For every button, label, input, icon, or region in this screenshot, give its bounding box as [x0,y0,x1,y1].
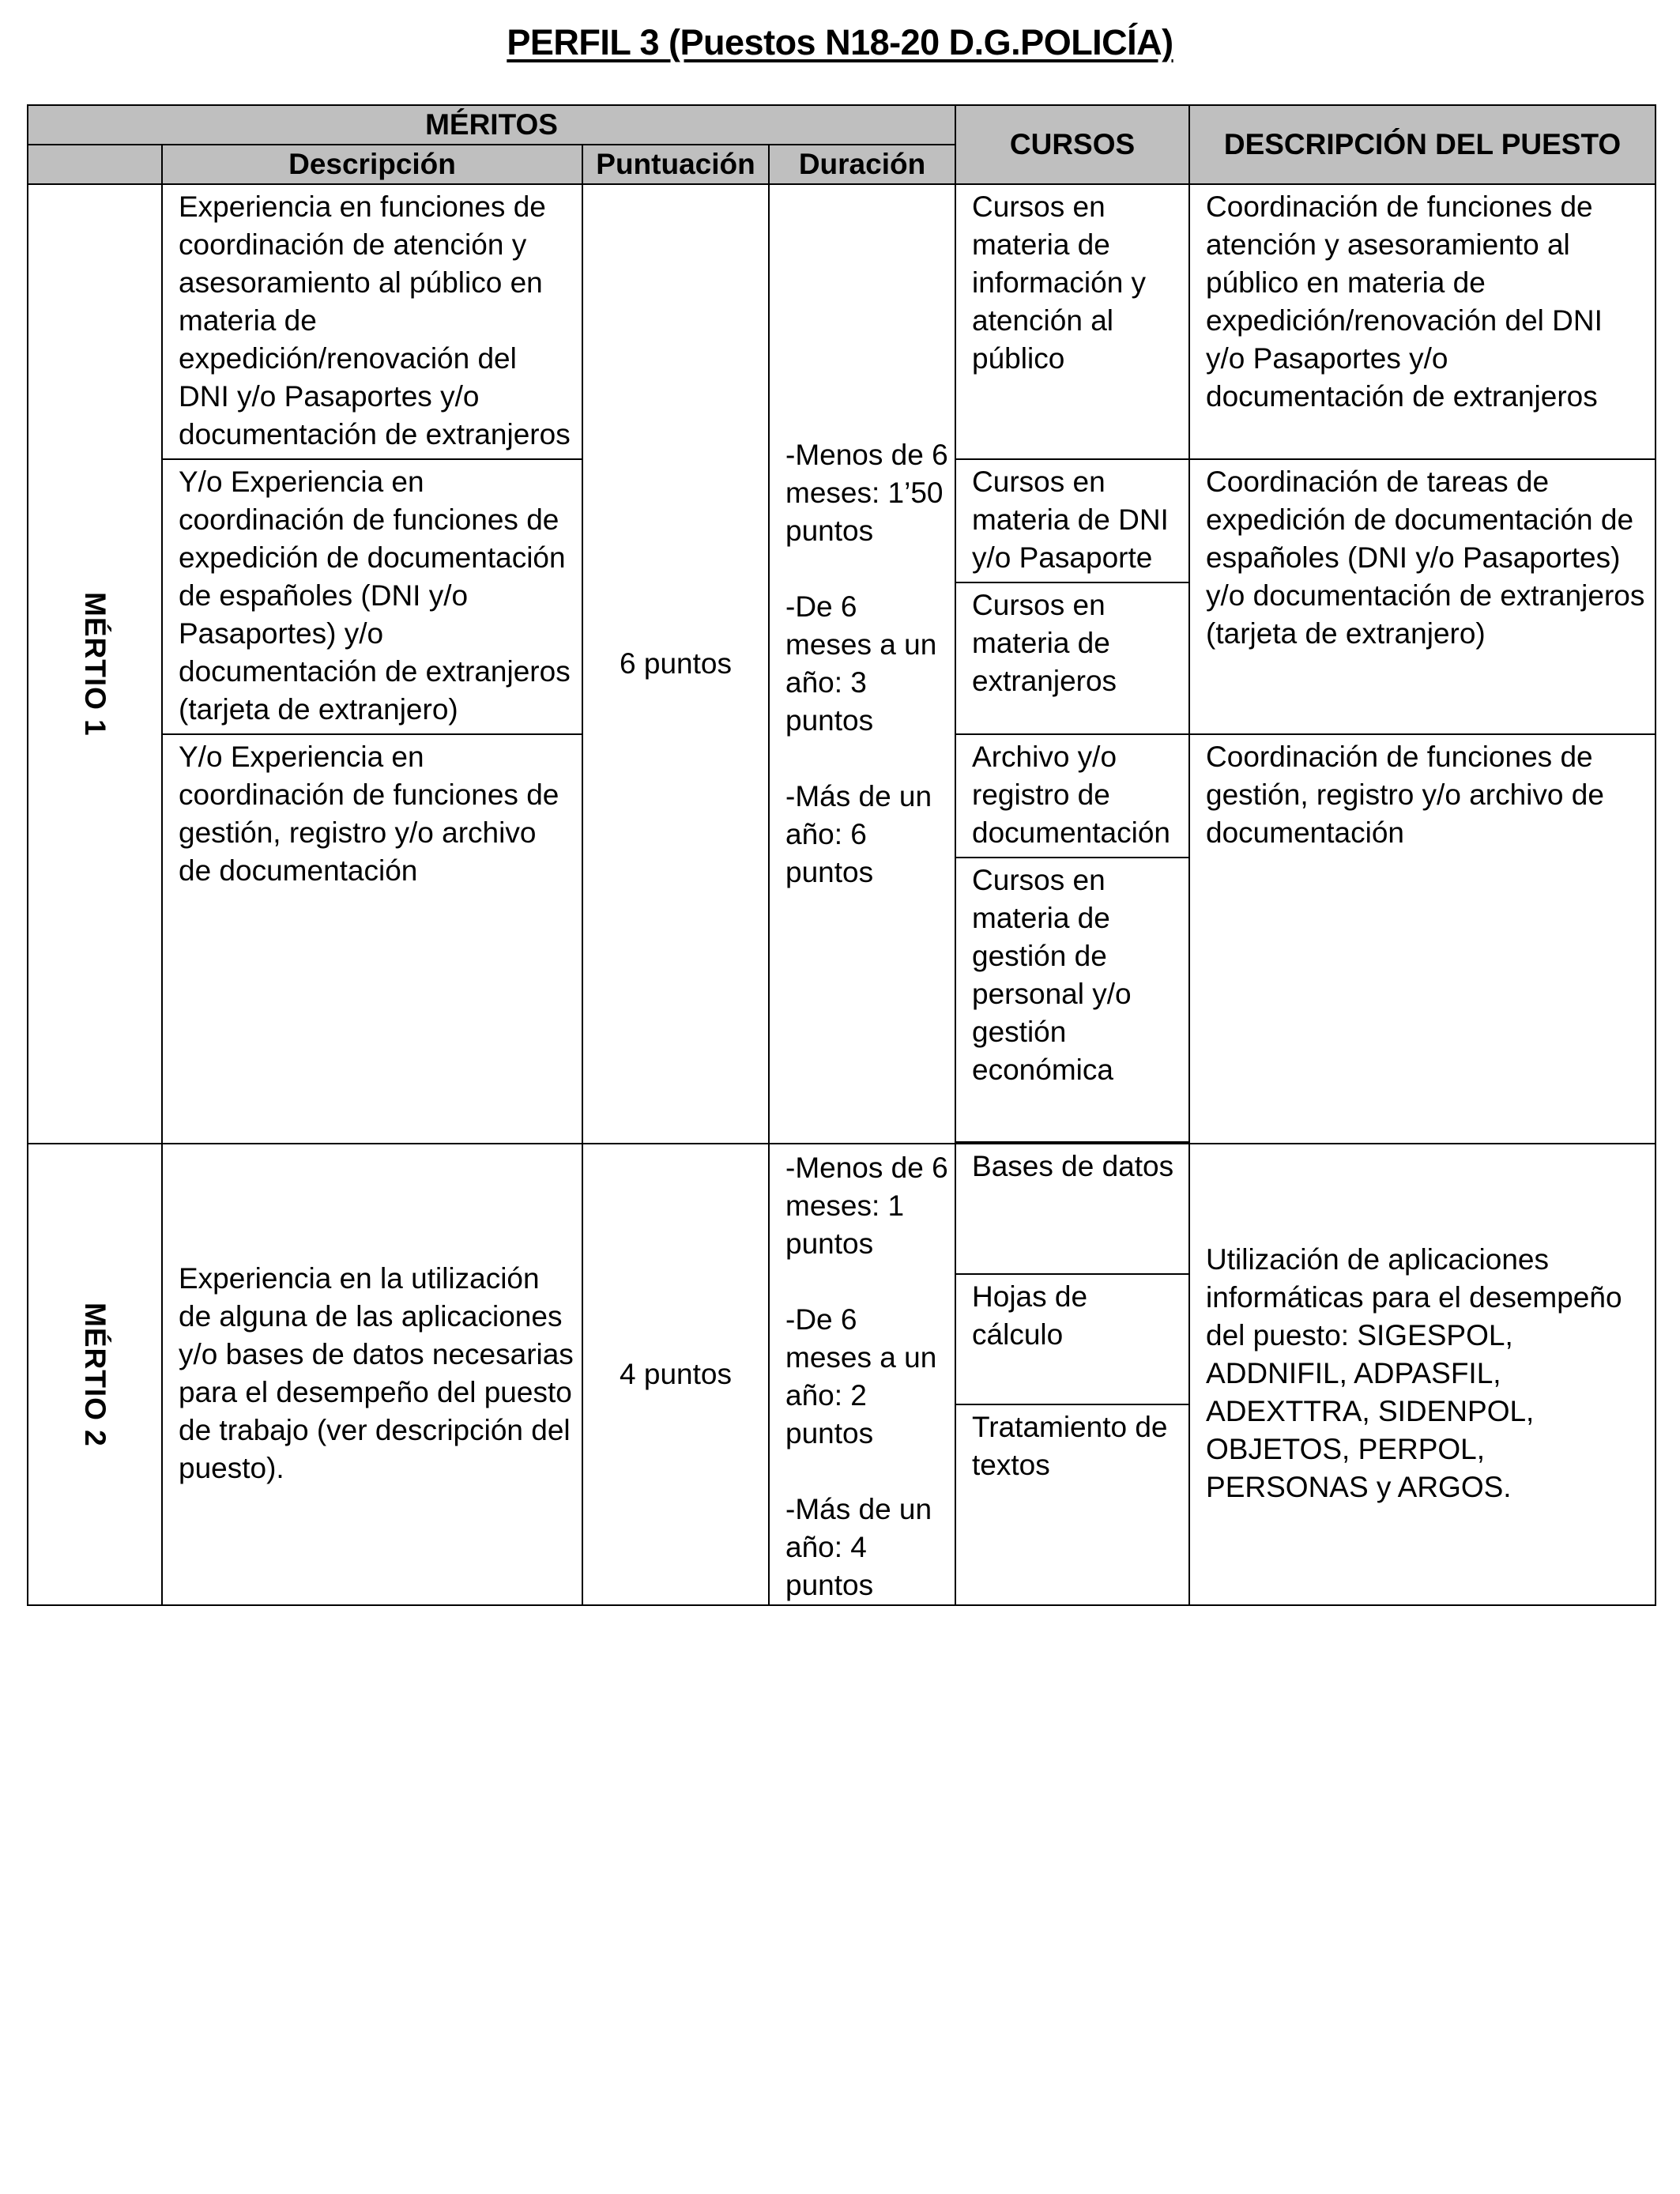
header-duracion: Duración [769,145,955,184]
merito1-duracion-2: -De 6 meses a un año: 3 puntos [785,590,937,737]
header-descripcion: Descripción [162,145,582,184]
merito2-curso1: Bases de datos [955,1144,1189,1274]
merito1-puesto2: Coordinación de tareas de expedición de documentación de españoles (DNI y/o Pasaportes) y/o documentación de extranjeros (tarjeta de extranjero) [1189,459,1656,734]
merito1-curso3: Cursos en materia de extranjeros [955,582,1189,734]
merito1-puesto3: Coordinación de funciones de gestión, registro y/o archivo de documentación [1189,734,1656,1144]
header-blank [28,145,162,184]
merito1-curso2: Cursos en materia de DNI y/o Pasaporte [955,459,1189,582]
merito1-desc2: Y/o Experiencia en coordinación de funciones de expedición de documentación de españoles (DNI y/o Pasaportes) y/o documentación de extranjeros (tarjeta de extranjero) [162,459,582,734]
merito1-duracion [769,184,955,1144]
merito1-duracion-1: -Menos de 6 meses: 1’50 puntos [785,439,948,547]
merito2-curso2: Hojas de cálculo [955,1274,1189,1404]
page-title: PERFIL 3 (Puestos N18-20 D.G.POLICÍA) [507,22,1173,62]
merito1-puntuacion: 6 puntos [582,184,769,1144]
merito2-desc: Experiencia en la utilización de alguna de las aplicaciones y/o bases de datos necesarias para el desempeño del puesto de trabajo (ver descripción del puesto). [162,1144,582,1605]
merito2-puntuacion: 4 puntos [582,1144,769,1605]
merito2-duracion [769,1144,955,1605]
merito2-curso3: Tratamiento de textos [955,1404,1189,1605]
header-cursos: CURSOS [955,105,1189,184]
merito1-desc1: Experiencia en funciones de coordinación de atención y asesoramiento al público en materia de expedición/renovación del DNI y/o Pasaportes y/o documentación de extranjeros [162,184,582,459]
merito1-desc3: Y/o Experiencia en coordinación de funciones de gestión, registro y/o archivo de documentación [162,734,582,1144]
merito1-puesto1: Coordinación de funciones de atención y asesoramiento al público en materia de expedición/renovación del DNI y/o Pasaportes y/o documentación de extranjeros [1189,184,1656,459]
merito1-duracion-3: -Más de un año: 6 puntos [785,780,932,888]
header-meritos: MÉRITOS [28,105,955,145]
merito2-puesto: Utilización de aplicaciones informáticas para el desempeño del puesto: SIGESPOL, ADDNIFIL, ADPASFIL, ADEXTTRA, SIDENPOL, OBJETOS, PERPOL, PERSONAS y ARGOS. [1189,1144,1656,1605]
merito2-label-cell [28,1144,162,1605]
header-descripcion-puesto: DESCRIPCIÓN DEL PUESTO [1189,105,1656,184]
merito1-label-cell [28,184,162,1144]
header-puntuacion: Puntuación [582,145,769,184]
merito1-label: MÉRTIO 1 [79,591,111,737]
merito2-duracion-2: -De 6 meses a un año: 2 puntos [785,1303,937,1449]
merito1-curso5: Cursos en materia de gestión de personal y/o gestión económica [955,858,1189,1142]
merito1-curso1: Cursos en materia de información y atención al público [955,184,1189,459]
merito2-duracion-1: -Menos de 6 meses: 1 puntos [785,1152,948,1260]
perfil-table [27,104,1656,1606]
merito1-curso4: Archivo y/o registro de documentación [955,734,1189,858]
merito2-label: MÉRTIO 2 [79,1302,111,1447]
merito2-duracion-3: -Más de un año: 4 puntos [785,1493,932,1601]
